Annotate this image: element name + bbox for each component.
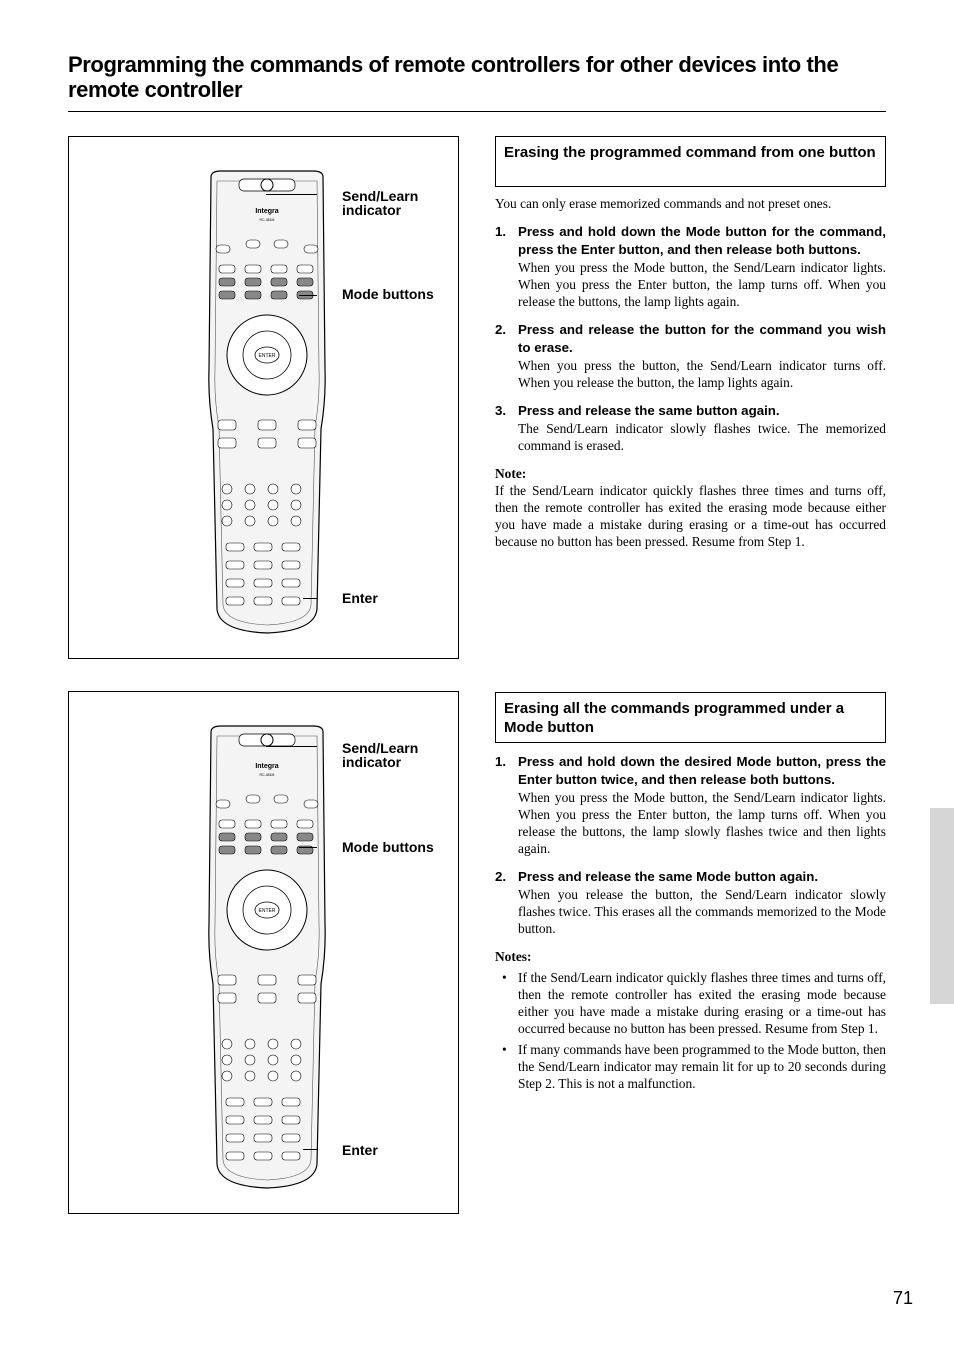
section-heading-box: Erasing all the commands programmed under a Mode button bbox=[495, 692, 886, 743]
callout-send-learn: Send/Learn indicator bbox=[342, 740, 419, 770]
step-heading: 2. Press and release the same Mode button again. bbox=[495, 869, 819, 884]
svg-text:ENTER: ENTER bbox=[258, 908, 276, 914]
svg-text:Integra: Integra bbox=[255, 763, 279, 770]
page-number: 71 bbox=[893, 1288, 914, 1308]
step bbox=[495, 223, 886, 310]
svg-text:RC-481M: RC-481M bbox=[259, 218, 275, 222]
note-title: Note: bbox=[495, 466, 527, 481]
callout-enter: Enter bbox=[342, 590, 378, 606]
step bbox=[495, 321, 886, 391]
svg-text:RC-481M: RC-481M bbox=[259, 773, 275, 777]
section-1-text bbox=[495, 195, 886, 550]
remote-control-illustration bbox=[205, 169, 329, 635]
svg-text:ENTER: ENTER bbox=[258, 353, 276, 359]
step-body: The Send/Learn indicator slowly flashes twice. The memorized command is erased. bbox=[518, 421, 886, 453]
svg-text:Integra: Integra bbox=[255, 208, 279, 215]
page-title: Programming the commands of remote controllers for other devices into the remote controller bbox=[68, 52, 839, 102]
step-heading: 1. Press and hold down the desired Mode button, press the Enter button twice, and then release both buttons. bbox=[495, 754, 886, 787]
step bbox=[495, 402, 886, 454]
figure-box-2 bbox=[68, 691, 459, 1214]
step-body: When you release the button, the Send/Learn indicator slowly flashes twice. This erases all the commands memorized to the Mode button. bbox=[518, 887, 886, 936]
step-body: When you press the Mode button, the Send/Learn indicator lights. When you press the Enter button, the lamp turns off. When you release the buttons, the lamp lights again. bbox=[518, 260, 886, 309]
note-body: If the Send/Learn indicator quickly flashes three times and turns off, then the remote controller has exited the erasing mode because either you have made a mistake during erasing or a time-out has occurred because no button has been pressed. Resume from Step 1. bbox=[495, 483, 886, 549]
step-heading: 2. Press and release the button for the command you wish to erase. bbox=[495, 322, 886, 355]
list-item: • If many commands have been programmed to the Mode button, then the Send/Learn indicator may remain lit for up to 20 seconds during Step 2. This is not a malfunction. bbox=[495, 1041, 886, 1092]
step-heading: 3. Press and release the same button again. bbox=[495, 403, 780, 418]
step bbox=[495, 868, 886, 937]
step-body: When you press the Mode button, the Send/Learn indicator lights. When you press the Enter button, the lamp turns off. When you release the buttons, the lamp slowly flashes twice and then lights again. bbox=[518, 790, 886, 856]
chapter-tab bbox=[930, 808, 954, 1004]
section-heading-box: Erasing the programmed command from one button bbox=[495, 136, 886, 187]
section-2-text bbox=[495, 753, 886, 1096]
remote-control-illustration bbox=[205, 724, 329, 1190]
notes-list bbox=[495, 969, 886, 1092]
callout-enter: Enter bbox=[342, 1142, 378, 1158]
title-rule bbox=[68, 111, 886, 112]
figure-box-1 bbox=[68, 136, 459, 659]
callout-mode-buttons: Mode buttons bbox=[342, 286, 434, 302]
list-item: • If the Send/Learn indicator quickly flashes three times and turns off, then the remote controller has exited the erasing mode because either you have made a mistake during erasing or a time-out has occurred because no button has been pressed. Resume from Step 1. bbox=[495, 969, 886, 1037]
notes-title: Notes: bbox=[495, 949, 532, 964]
step-heading: 1. Press and hold down the Mode button for the command, press the Enter button, and then release both buttons. bbox=[495, 224, 886, 257]
callout-mode-buttons: Mode buttons bbox=[342, 839, 434, 855]
step bbox=[495, 753, 886, 857]
intro-text: You can only erase memorized commands and not preset ones. bbox=[495, 196, 832, 211]
callout-send-learn: Send/Learn indicator bbox=[342, 188, 419, 218]
step-body: When you press the button, the Send/Learn indicator turns off. When you release the button, the lamp lights again. bbox=[518, 358, 886, 390]
